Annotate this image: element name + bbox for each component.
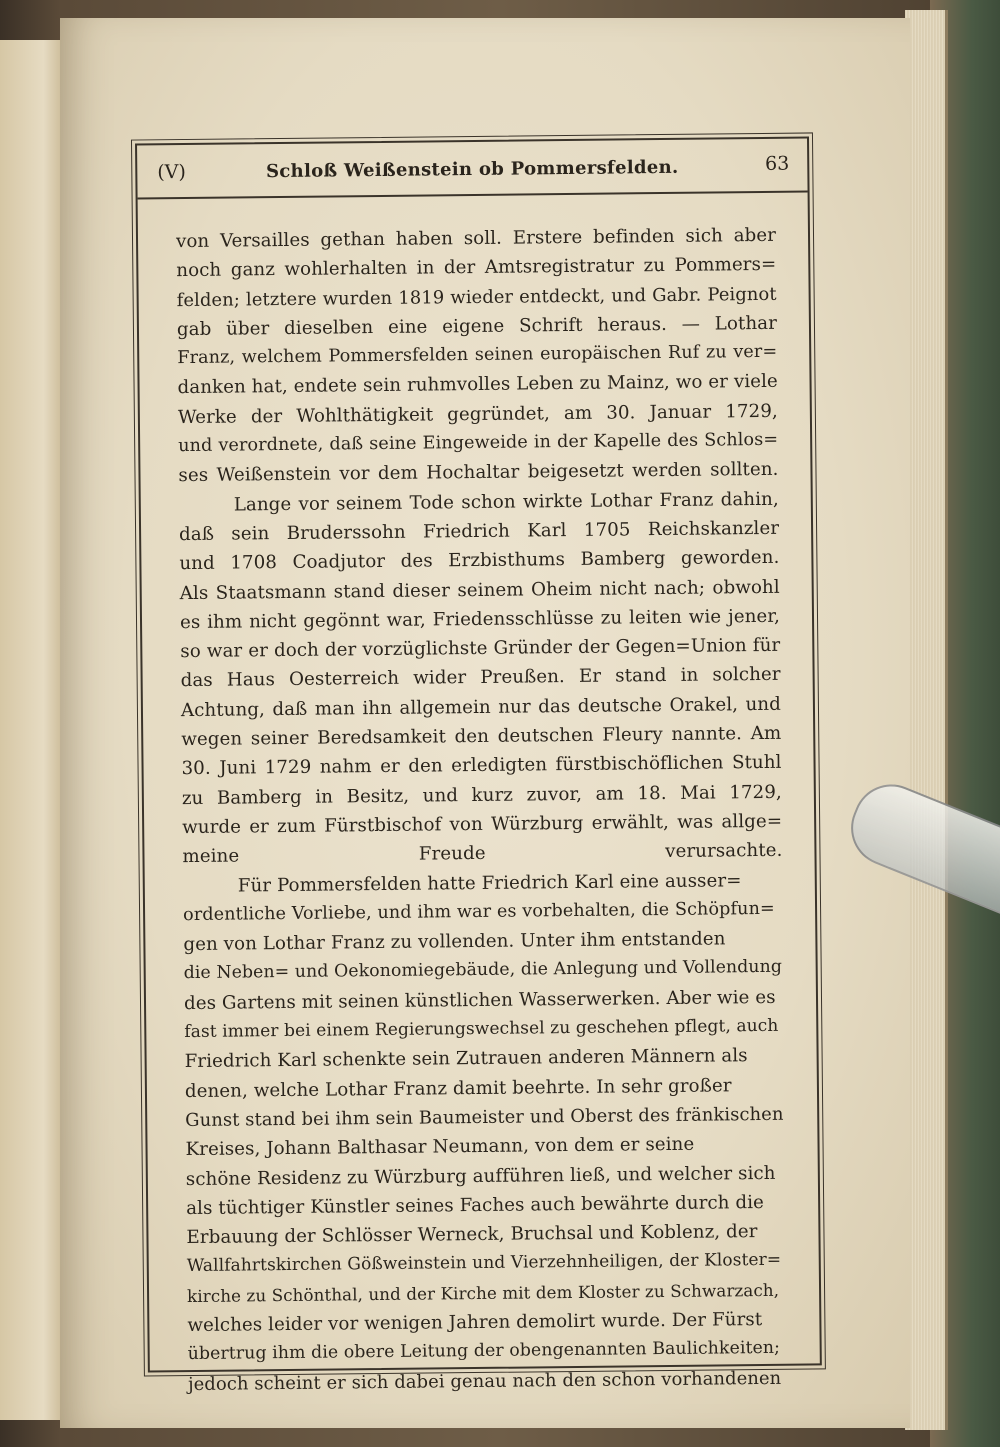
text-line: 30. Juni 1729 nahm er den erledigten fürstbischöflichen Stuhl <box>181 752 782 780</box>
text-line: Friedrich Karl schenkte sein Zutrauen anderen Männern als <box>184 1045 748 1073</box>
body-text <box>176 221 788 1399</box>
page-stack-edge <box>905 10 948 1430</box>
text-line: von Versailles gethan haben soll. Erstere befinden sich aber <box>175 224 777 253</box>
text-line: fast immer bei einem Regierungswechsel zu geschehen pflegt, auch <box>184 1015 779 1043</box>
text-line: zu Bamberg in Besitz, und kurz zuvor, am 18. Mai 1729, <box>181 781 782 809</box>
text-frame <box>135 136 822 1395</box>
text-line: meine Freude verursachte. <box>182 840 783 868</box>
text-line: Franz, welchem Pommersfelden seinen europäischen Ruf zu ver= <box>177 342 778 369</box>
text-line: wegen seiner Beredsamkeit den deutschen Fleury nannte. Am <box>181 722 782 751</box>
paragraph-2 <box>179 484 783 871</box>
page-header <box>137 138 808 199</box>
text-line: Achtung, daß man ihn allgemein nur das deutsche Orakel, und <box>180 693 782 721</box>
text-line: Lange vor seinem Tode schon wirkte Lothar Franz dahin, <box>233 488 779 516</box>
text-line: Für Pommersfelden hatte Friedrich Karl eine ausser= <box>237 869 742 897</box>
text-line: die Neben= und Oekonomiegebäude, die Anlegung und Vollendung <box>183 957 783 984</box>
left-page-edge <box>0 40 64 1420</box>
text-line: schöne Residenz zu Würzburg aufführen ließ, und welcher sich <box>185 1162 776 1190</box>
text-line: daß sein Bruderssohn Friedrich Karl 1705 Reichskanzler <box>179 517 780 546</box>
text-line: danken hat, endete sein ruhmvolles Leben zu Mainz, wo er viele <box>177 371 778 399</box>
text-line: kirche zu Schönthal, und der Kirche mit dem Kloster zu Schwarzach, <box>186 1279 780 1306</box>
paragraph-3 <box>183 865 788 1399</box>
text-line: Werke der Wohlthätigkeit gegründet, am 30. Januar 1729, <box>177 400 778 428</box>
text-line: Wallfahrtskirchen Gößweinstein und Vierzehnheiligen, der Kloster= <box>186 1250 782 1277</box>
text-line: jedoch scheint er sich dabei genau nach den schon vorhandenen <box>187 1367 782 1395</box>
text-line: felden; letztere wurden 1819 wieder entdeckt, und Gabr. Peignot <box>176 283 777 311</box>
paragraph-1 <box>176 221 779 491</box>
text-line: des Gartens mit seinen künstlichen Wasserwerken. Aber wie es <box>183 986 776 1014</box>
text-line: wurde er zum Fürstbischof von Würzburg erwählt, was allge= <box>182 810 783 839</box>
text-line: Gunst stand bei ihm sein Baumeister und Oberst des fränkischen <box>185 1103 784 1131</box>
text-line: übertrug ihm die obere Leitung der obengenannten Baulichkeiten; <box>187 1338 781 1365</box>
text-line: gab über dieselben eine eigene Schrift heraus. — Lothar <box>176 312 778 340</box>
text-line: Als Staatsmann stand dieser seinem Oheim nicht nach; obwohl <box>179 576 780 604</box>
page-number: 63 <box>764 152 790 175</box>
text-line: als tüchtiger Künstler seines Faches auch bewährte durch die <box>186 1191 765 1219</box>
text-line: ses Weißenstein vor dem Hochaltar beigesetzt werden sollten. <box>178 459 779 487</box>
text-line: welches leider vor wenigen Jahren demolirt wurde. Der Fürst <box>187 1309 763 1337</box>
text-line: denen, welche Lothar Franz damit beehrte. In sehr großer <box>184 1074 732 1102</box>
text-line: Erbauung der Schlösser Werneck, Bruchsal und Koblenz, der <box>186 1221 758 1249</box>
text-line: gen von Lothar Franz zu vollenden. Unter ihm entstanden <box>183 928 726 956</box>
text-line: es ihm nicht gegönnt war, Friedensschlüsse zu leiten wie jener, <box>179 605 781 633</box>
text-line: Kreises, Johann Balthasar Neumann, von dem er seine <box>185 1133 695 1161</box>
running-title: Schloß Weißenstein ob Pommersfelden. <box>265 156 679 183</box>
text-line: und 1708 Coadjutor des Erzbisthums Bamberg geworden. <box>179 547 780 575</box>
text-line: so war er doch der vorzüglichste Gründer der Gegen=Union für <box>180 634 781 663</box>
text-line: und verordnete, daß seine Eingeweide in der Kapelle des Schlos= <box>178 429 779 457</box>
text-line: das Haus Oesterreich wider Preußen. Er stand in solcher <box>180 664 781 692</box>
text-line: noch ganz wohlerhalten in der Amtsregistratur zu Pommers= <box>176 254 777 282</box>
section-signature: (V) <box>157 160 186 184</box>
text-line: ordentliche Vorliebe, und ihm war es vorbehalten, die Schöpfun= <box>182 898 775 925</box>
